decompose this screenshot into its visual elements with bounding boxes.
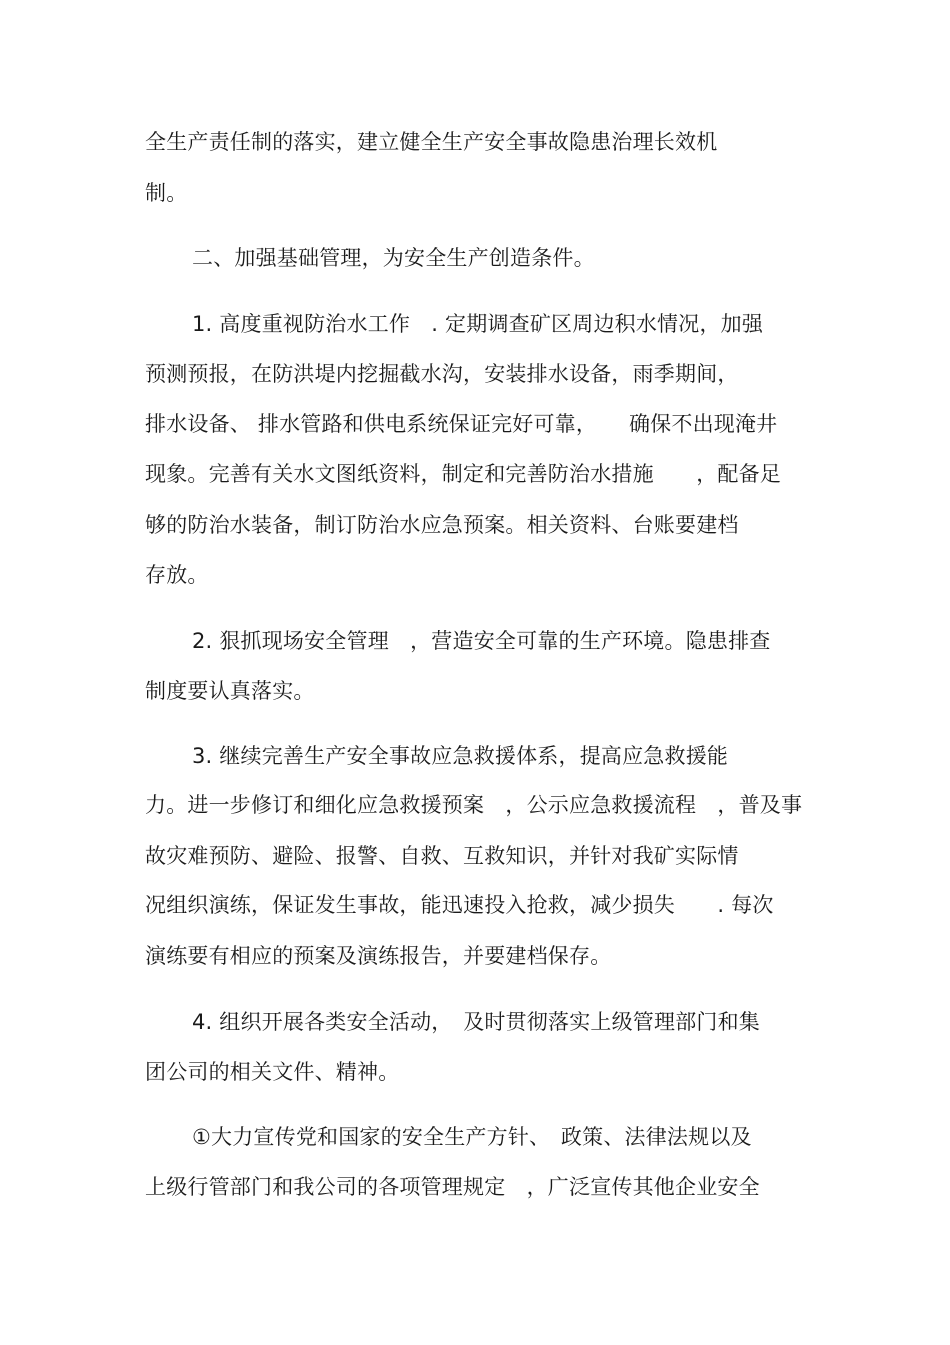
text-line: 制度要认真落实。 [145, 679, 315, 703]
text-line: 力。进一步修订和细化应急救援预案 ，公示应急救援流程 ，普及事 [145, 793, 803, 817]
text-line: 4. 组织开展各类安全活动， 及时贯彻落实上级管理部门和集 [192, 1010, 761, 1034]
text-line: 演练要有相应的预案及演练报告，并要建档保存。 [145, 944, 612, 968]
text-line: 3. 继续完善生产安全事故应急救援体系，提高应急救援能 [192, 744, 729, 768]
text-line: ①大力宣传党和国家的安全生产方针、 政策、法律法规以及 [192, 1125, 752, 1149]
text-line: 现象。完善有关水文图纸资料，制定和完善防治水措施 ，配备足 [145, 462, 781, 486]
text-line: 2. 狠抓现场安全管理 ，营造安全可靠的生产环境。隐患排查 [192, 629, 771, 653]
section-heading: 二、加强基础管理，为安全生产创造条件。 [192, 246, 595, 270]
text-line: 排水设备、 排水管路和供电系统保证完好可靠， 确保不出现淹井 [145, 412, 778, 436]
text-line: 存放。 [145, 563, 209, 587]
text-line: 故灾难预防、避险、报警、自救、互救知识，并针对我矿实际情 [145, 844, 739, 868]
text-line: 上级行管部门和我公司的各项管理规定 ，广泛宣传其他企业安全 [145, 1175, 760, 1199]
text-line: 1. 高度重视防治水工作 . 定期调查矿区周边积水情况，加强 [192, 312, 764, 336]
text-line: 团公司的相关文件、精神。 [145, 1060, 400, 1084]
text-line: 全生产责任制的落实，建立健全生产安全事故隐患治理长效机 [145, 130, 718, 154]
text-line: 制。 [145, 181, 188, 205]
text-line: 够的防治水装备，制订防治水应急预案。相关资料、台账要建档 [145, 513, 739, 537]
text-line: 况组织演练，保证发生事故，能迅速投入抢救，减少损失 . 每次 [145, 893, 774, 917]
text-line: 预测预报，在防洪堤内挖掘截水沟，安装排水设备，雨季期间， [145, 362, 739, 386]
